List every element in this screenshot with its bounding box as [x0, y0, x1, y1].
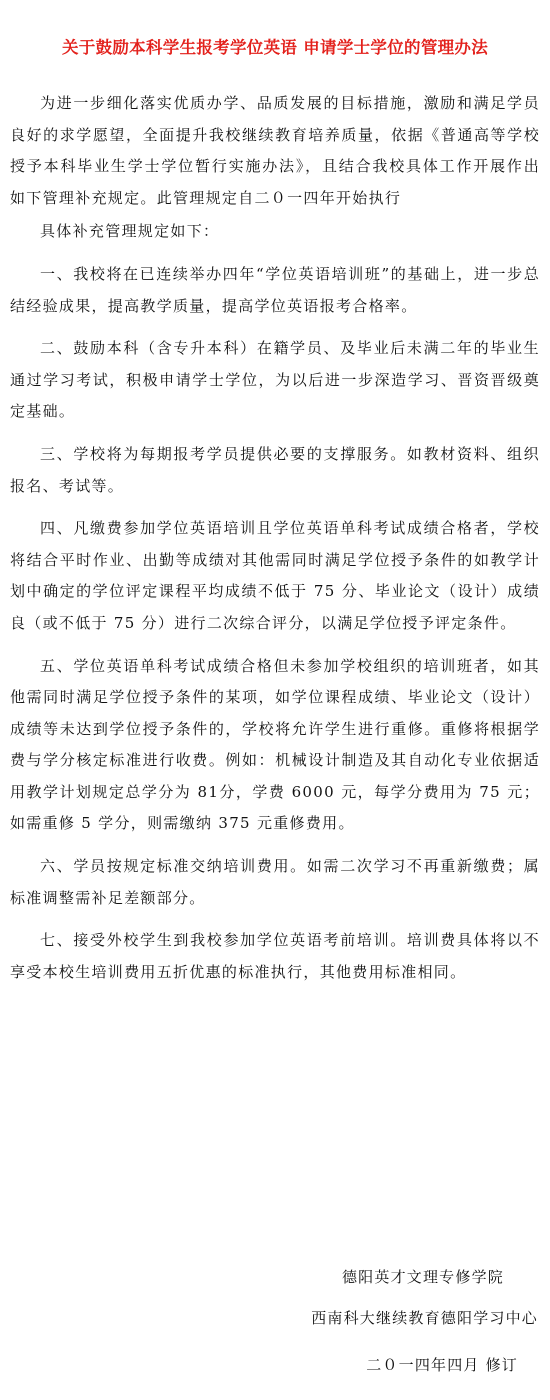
- rule-item-4: 四、凡缴费参加学位英语培训且学位英语单科考试成绩合格者，学校将结合平时作业、出勤等成绩对其他需同时满足学位授予条件的如教学计划中确定的学位评定课程平均成绩不低于 75 分、毕业论文（设计）成绩良（或不低于 75 分）进行二次综合评分，以满足学位授予评定条件。: [10, 519, 540, 632]
- rule-item-7: 七、接受外校学生到我校参加学位英语考前培训。培训费具体将以不享受本校生培训费用五折优惠的标准执行，其他费用标准相同。: [10, 931, 540, 981]
- rule-item-1: 一、我校将在已连续举办四年“学位英语培训班”的基础上，进一步总结经验成果，提高教学质量，提高学位英语报考合格率。: [10, 264, 540, 315]
- rule-item-5: 五、学位英语单科考试成绩合格但未参加学校组织的培训班者，如其他需同时满足学位授予条件的某项，如学位课程成绩、毕业论文（设计）成绩等未达到学位授予条件的，学校将允许学生进行重修。重修将根据学费与学分核定标准进行收费。例如：机械设计制造及其自动化专业依据适用教学计划规定总学分为 81分，学费 6000 元，每学分费用为 75 元；如需重修 5 学分，则需缴纳 375 元重修费用。: [10, 656, 540, 833]
- rule-item-3: 三、学校将为每期报考学员提供必要的支撑服务。如教材资料、组织报名、考试等。: [10, 444, 540, 495]
- document-body: [10, 88, 540, 988]
- intro-paragraph: 为进一步细化落实优质办学、品质发展的目标措施，激励和满足学员良好的求学愿望，全面提升我校继续教育培养质量，依据《普通高等学校授予本科毕业生学士学位暂行实施办法》，且结合我校具体工作开展作出如下管理补充规定。此管理规定自二０一四年开始执行: [10, 94, 540, 207]
- rule-item-6: 六、学员按规定标准交纳培训费用。如需二次学习不再重新缴费；属标准调整需补足差额部分。: [10, 857, 540, 907]
- rules-heading: 具体补充管理规定如下：: [40, 222, 220, 241]
- document-title: 关于鼓励本科学生报考学位英语 申请学士学位的管理办法: [61, 38, 489, 57]
- signature-date: 二０一四年四月 修订: [366, 1356, 518, 1374]
- signature-org-1: 德阳英才文理专修学院: [341, 1268, 504, 1286]
- rule-item-2: 二、鼓励本科（含专升本科）在籍学员、及毕业后未满二年的毕业生通过学习考试，积极申请学士学位，为以后进一步深造学习、晋资晋级奠定基础。: [10, 339, 540, 421]
- signature-org-2: 西南科大继续教育德阳学习中心: [311, 1309, 538, 1327]
